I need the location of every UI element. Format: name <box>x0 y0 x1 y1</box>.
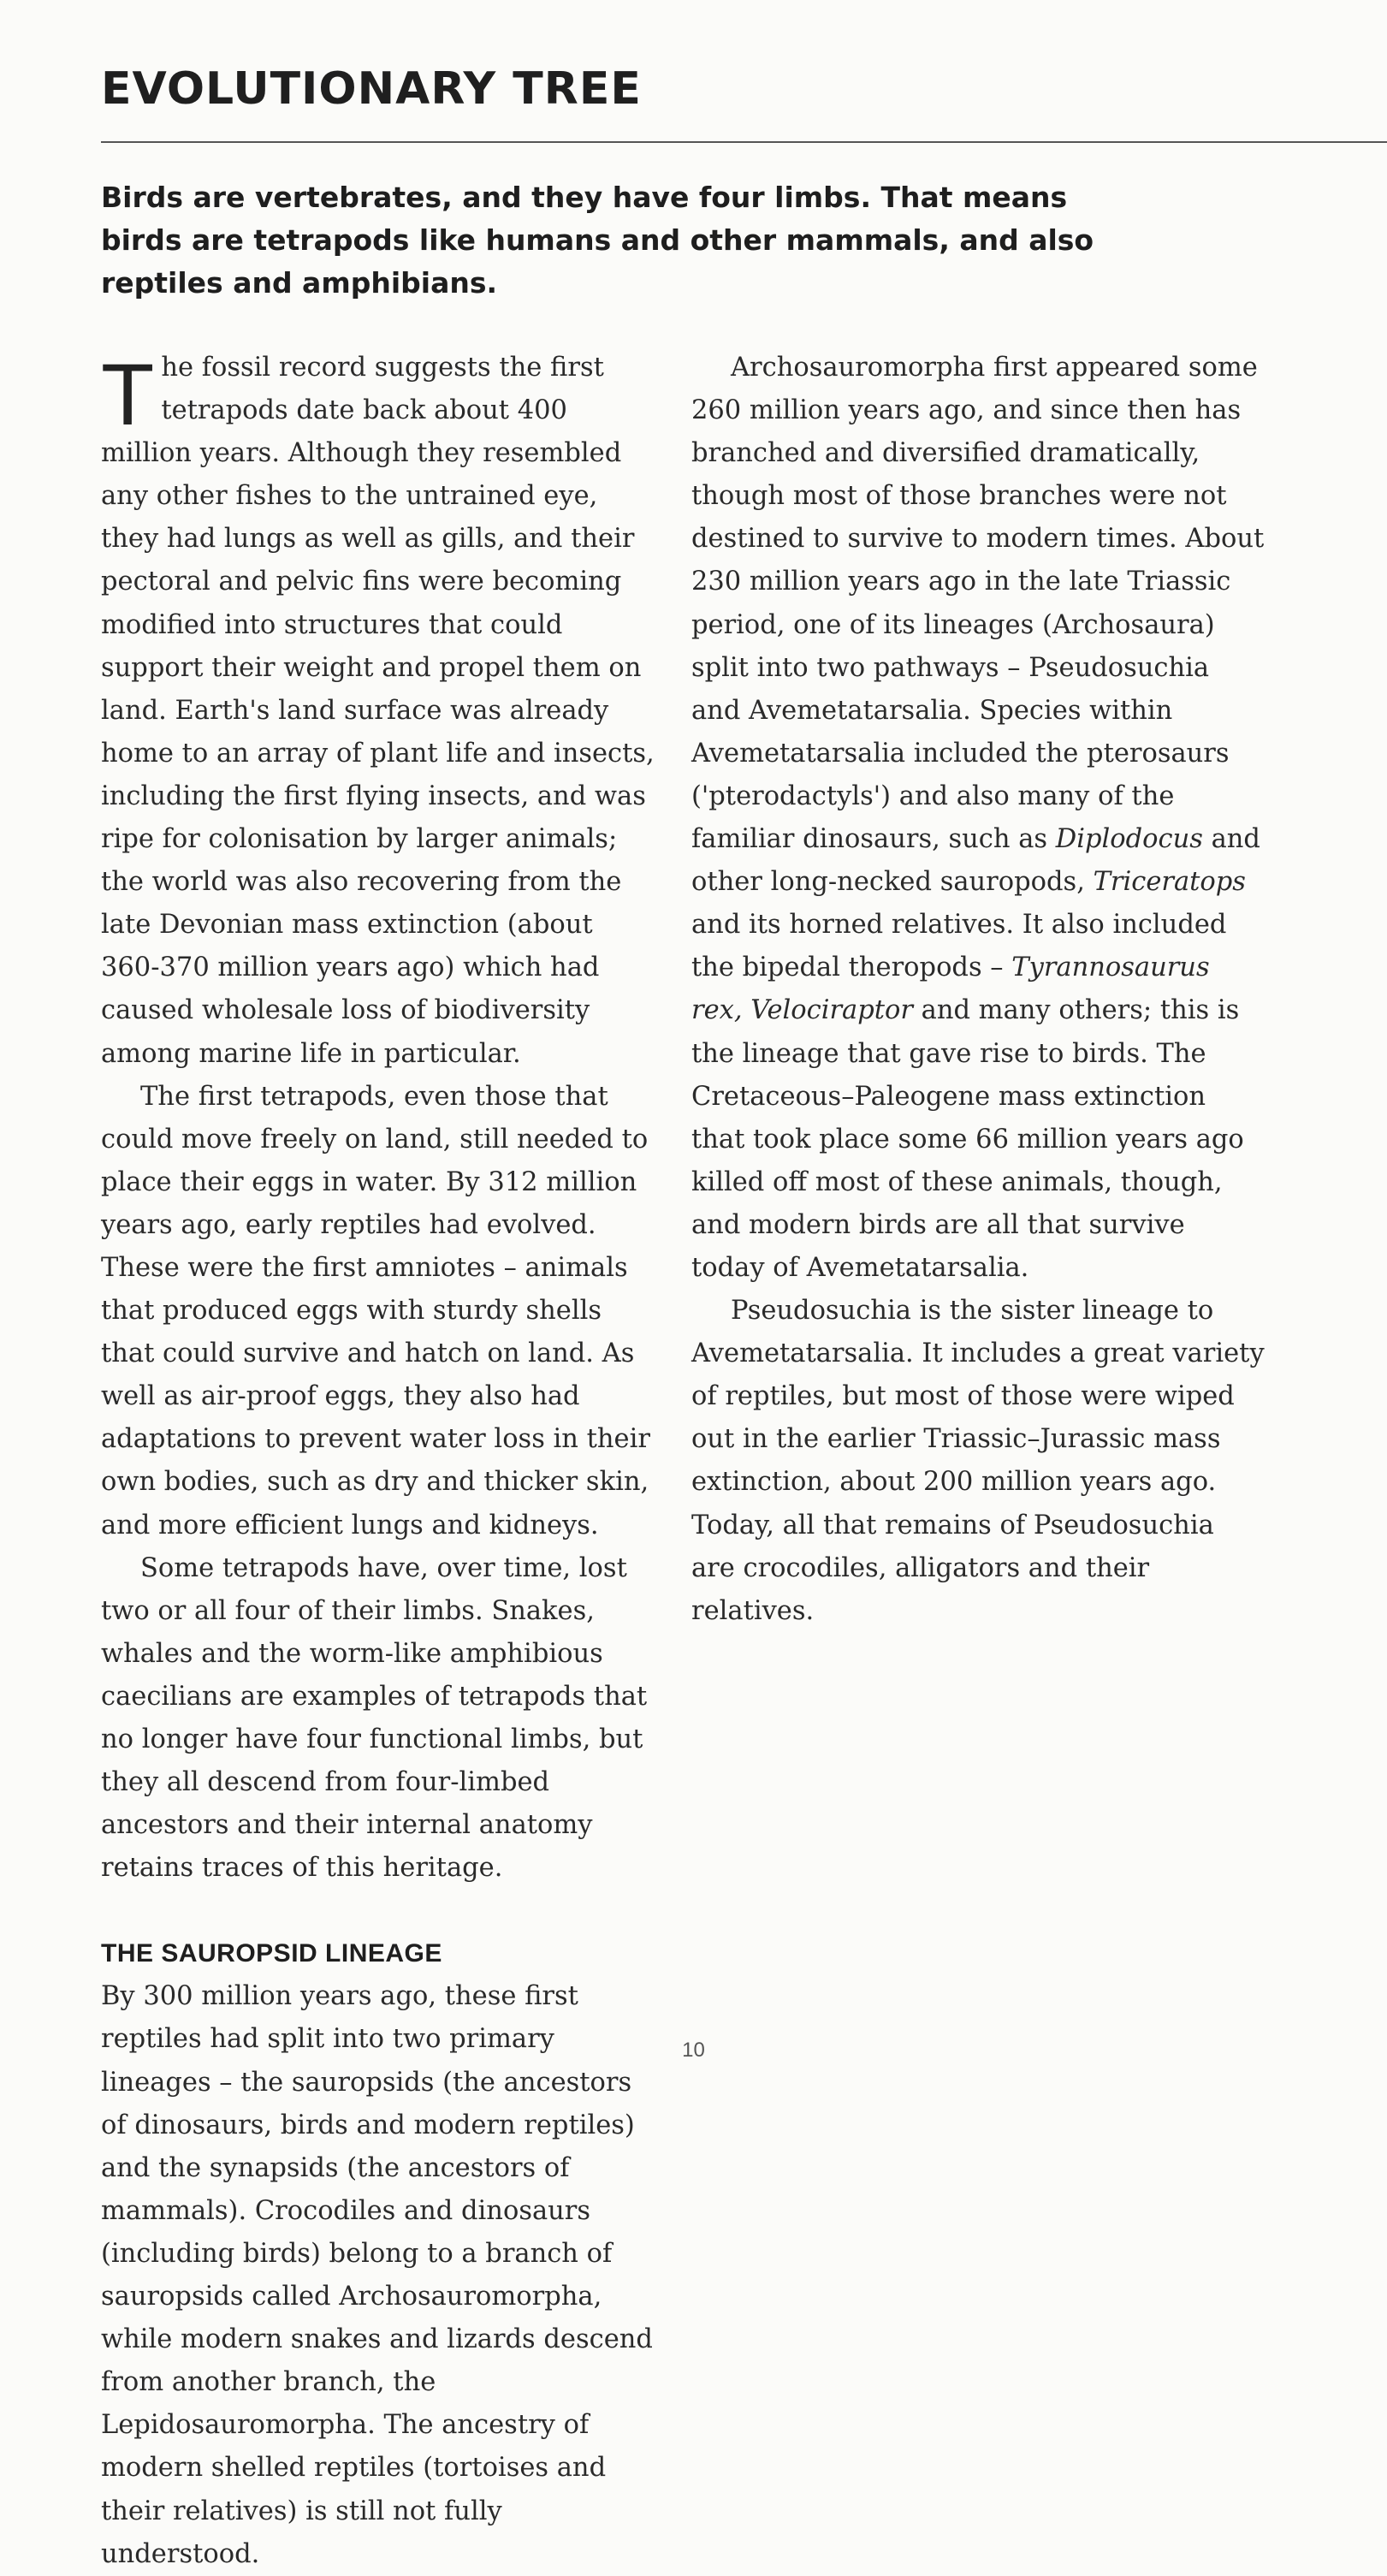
paragraph-5-text-a: Archosauromorpha first appeared some 260 million years ago, and since then has branched and diversified dramatically, though most of those branches were not destined to survive to modern times. About 230 million years ago in the late Triassic period, one of its lineages (Archosaura) split into two pathways – Pseudosuchia and Avemetatarsalia. Species within Avemetatarsalia included the pterosaurs ('pterodactyls') and also many of the familiar dinosaurs, such as <box>691 353 1265 855</box>
title-divider <box>101 141 1387 143</box>
body-paragraph-3: Some tetrapods have, over time, lost two or all four of their limbs. Snakes, whales and the worm-like amphibious caecilians are examples of tetrapods that no longer have four functional limbs, but they all descend from four-limbed ancestors and their internal anatomy retains traces of this heritage. <box>101 1552 648 1884</box>
body-column-right <box>691 347 1265 1633</box>
body-column-left <box>101 347 657 2576</box>
taxon-diplodocus: Diplodocus <box>1055 824 1203 855</box>
taxon-triceratops: Triceratops <box>1093 867 1246 898</box>
paragraph-5-text-b: and other long-necked sauropods, <box>691 824 1260 898</box>
paragraph-5-text-c: and its horned relatives. It also included the bipedal theropods – <box>691 910 1227 983</box>
body-paragraph-4: By 300 million years ago, these first reptiles had split into two primary lineages – the sauropsids (the ancestors of dinosaurs, birds and modern reptiles) and the synapsids (the ancestors of mammals). Crocodiles and dinosaurs (including birds) belong to a branch of sauropsids called Archosauromorpha, while modern snakes and lizards descend from another branch, the Lepidosauromorpha. The ancestry of modern shelled reptiles (tortoises and their relatives) is still not fully understood. <box>101 1981 653 2569</box>
body-paragraph-5 <box>691 347 1265 1290</box>
drop-cap: T <box>101 346 155 443</box>
body-paragraph-1 <box>101 347 657 1076</box>
paragraph-5-text-d: and many others; this is the lineage that gave rise to birds. The Cretaceous–Paleogene mass extinction that took place some 66 million years ago killed off most of these animals, though, and modern birds are all that survive today of Avemetatarsalia. <box>691 995 1244 1283</box>
paragraph-1-text: he fossil record suggests the first tetrapods date back about 400 million years. Although they resembled any other fishes to the untrained eye, they had lungs as well as gills, and their pectoral and pelvic fins were becoming modified into structures that could support their weight and propel them on land. Earth's land surface was already home to an array of plant life and insects, including the first flying insects, and was ripe for colonisation by larger animals; the world was also recovering from the late Devonian mass extinction (about 360-370 million years ago) which had caused wholesale loss of biodiversity among marine life in particular. <box>101 353 655 1069</box>
taxon-tyrannosaurus-velociraptor: Tyrannosaurus rex, Velociraptor <box>691 953 1210 1026</box>
intro-standfirst: Birds are vertebrates, and they have four limbs. That means birds are tetrapods like humans and other mammals, and also reptiles and amphibians. <box>101 181 1094 300</box>
page-title: EVOLUTIONARY TREE <box>101 63 642 115</box>
section-subheading: THE SAUROPSID LINEAGE <box>101 1939 442 1968</box>
body-paragraph-6: Pseudosuchia is the sister lineage to Avemetatarsalia. It includes a great variety of reptiles, but most of those were wiped out in the earlier Triassic–Jurassic mass extinction, about 200 million years ago. Today, all that remains of Pseudosuchia are crocodiles, alligators and their relatives. <box>691 1296 1265 1626</box>
page-number: 10 <box>682 2039 705 2062</box>
body-paragraph-2: The first tetrapods, even those that could move freely on land, still needed to place their eggs in water. By 312 million years ago, early reptiles had evolved. These were the first amniotes – animals that produced eggs with sturdy shells that could survive and hatch on land. As well as air-proof eggs, they also had adaptations to prevent water loss in their own bodies, such as dry and thicker skin, and more efficient lungs and kidneys. <box>101 1081 650 1540</box>
